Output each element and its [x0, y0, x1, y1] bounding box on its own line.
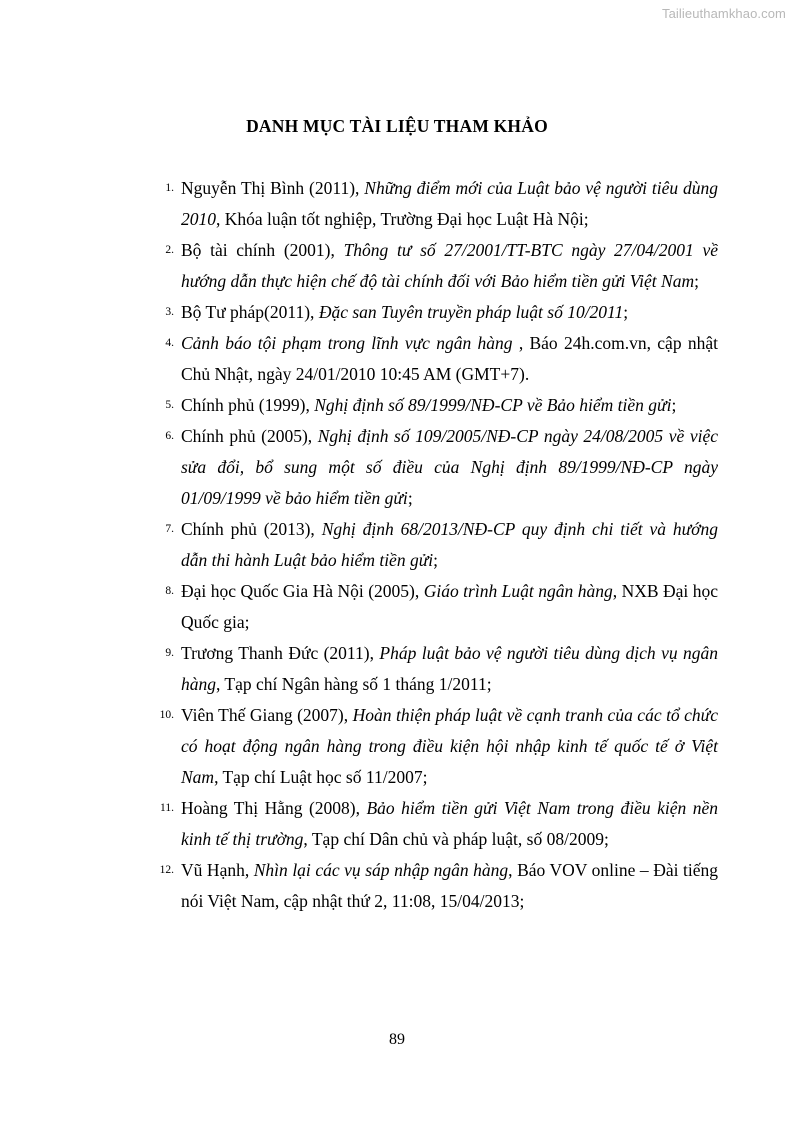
reference-text-segment: Bộ tài chính (2001),: [181, 240, 344, 260]
reference-text: [181, 235, 718, 297]
reference-title-italic: Giáo trình Luật ngân hàng: [423, 581, 613, 601]
reference-text: [181, 328, 718, 390]
reference-item: [0, 793, 718, 855]
reference-item: [0, 855, 718, 917]
watermark: Tailieuthamkhao.com: [661, 6, 786, 21]
reference-item: [0, 235, 718, 297]
reference-item: [0, 638, 718, 700]
reference-text: [181, 297, 718, 328]
reference-text-segment: , Tạp chí Luật học số 11/2007;: [214, 767, 428, 787]
reference-text: [181, 421, 718, 514]
reference-title-italic: Nghị định 68/2013/NĐ-CP quy định chi tiết và hướng dẫn thi hành Luật bảo hiểm tiền gửi: [181, 519, 718, 570]
reference-item: [0, 421, 718, 514]
reference-item: [0, 514, 718, 576]
reference-title-italic: Nhìn lại các vụ sáp nhập ngân hàng: [253, 860, 509, 880]
reference-item: [0, 390, 718, 421]
reference-text: [181, 855, 718, 917]
reference-text: [181, 576, 718, 638]
reference-number: 2.: [165, 244, 174, 256]
reference-number: 4.: [165, 337, 174, 349]
reference-text-segment: Chính phủ (2005),: [181, 426, 318, 446]
reference-title-italic: Pháp luật bảo vệ người tiêu dùng dịch vụ ngân hàng: [181, 643, 718, 694]
reference-title-italic: Nghị định số 89/1999/NĐ-CP về Bảo hiểm tiền gửi: [314, 395, 672, 415]
reference-list: [0, 173, 794, 917]
reference-item: [0, 576, 718, 638]
reference-text-segment: Chính phủ (2013),: [181, 519, 322, 539]
reference-number: 6.: [165, 430, 174, 442]
reference-title-italic: Những điểm mới của Luật bảo vệ người tiêu dùng 2010: [181, 178, 718, 229]
reference-number: 10.: [159, 709, 174, 721]
reference-text-segment: , NXB Đại học Quốc gia;: [181, 581, 718, 632]
reference-title-italic: Cảnh báo tội phạm trong lĩnh vực ngân hàng: [181, 333, 513, 353]
reference-number: 5.: [165, 399, 174, 411]
reference-item: [0, 700, 718, 793]
reference-text-segment: , Khóa luận tốt nghiệp, Trường Đại học Luật Hà Nội;: [216, 209, 589, 229]
reference-text-segment: Nguyễn Thị Bình (2011),: [181, 178, 365, 198]
reference-item: [0, 328, 718, 390]
reference-text-segment: Chính phủ (1999),: [181, 395, 315, 415]
reference-text-segment: ;: [433, 550, 438, 570]
reference-text: [181, 638, 718, 700]
reference-text-segment: ;: [671, 395, 677, 415]
reference-text-segment: , Tạp chí Ngân hàng số 1 tháng 1/2011;: [216, 674, 492, 694]
reference-title-italic: Hoàn thiện pháp luật về cạnh tranh của các tổ chức có hoạt động ngân hàng trong điều kiện hội nhập kinh tế quốc tế ở Việt Nam: [181, 705, 718, 787]
reference-item: [0, 297, 718, 328]
reference-text: [181, 514, 718, 576]
reference-title-italic: Bảo hiểm tiền gửi Việt Nam trong điều kiện nền kinh tế thị trường: [181, 798, 718, 849]
reference-text-segment: Trương Thanh Đức (2011),: [181, 643, 380, 663]
reference-number: 9.: [165, 647, 174, 659]
reference-text: [181, 793, 718, 855]
page-title: DANH MỤC TÀI LIỆU THAM KHẢO: [246, 116, 548, 136]
reference-number: 12.: [159, 864, 174, 876]
reference-text-segment: , Báo 24h.com.vn, cập nhật Chủ Nhật, ngày 24/01/2010 10:45 AM (GMT+7).: [181, 333, 718, 384]
reference-number: 8.: [165, 585, 174, 597]
reference-text-segment: Bộ Tư pháp(2011),: [181, 302, 319, 322]
reference-item: [0, 173, 718, 235]
reference-text-segment: Hoàng Thị Hằng (2008),: [181, 798, 367, 818]
reference-text-segment: Đại học Quốc Gia Hà Nội (2005),: [181, 581, 424, 601]
reference-number: 7.: [165, 523, 174, 535]
reference-text-segment: ;: [623, 302, 629, 322]
reference-number: 3.: [165, 306, 174, 318]
reference-text-segment: Viên Thế Giang (2007),: [181, 705, 353, 725]
reference-title-italic: Nghị định số 109/2005/NĐ-CP ngày 24/08/2005 về việc sửa đổi, bổ sung một số điều của Nghị định 89/1999/NĐ-CP ngày 01/09/1999 về bảo hiểm tiền gửi: [181, 426, 718, 508]
reference-text-segment: , Tạp chí Dân chủ và pháp luật, số 08/2009;: [303, 829, 609, 849]
page-number: 89: [389, 1031, 405, 1048]
reference-title-italic: Đặc san Tuyên truyền pháp luật số 10/2011: [318, 302, 624, 322]
reference-text: [181, 700, 718, 793]
reference-text: [181, 173, 718, 235]
reference-title-italic: Thông tư số 27/2001/TT-BTC ngày 27/04/2001 về hướng dẫn thực hiện chế độ tài chính đối với Bảo hiểm tiền gửi Việt Nam: [181, 240, 718, 291]
reference-text-segment: , Báo VOV online – Đài tiếng nói Việt Nam, cập nhật thứ 2, 11:08, 15/04/2013;: [181, 860, 718, 911]
reference-number: 11.: [160, 802, 174, 814]
reference-text: [181, 390, 718, 421]
reference-text-segment: Vũ Hạnh,: [181, 860, 254, 880]
reference-text-segment: ;: [407, 488, 413, 508]
reference-number: 1.: [165, 182, 174, 194]
reference-text-segment: ;: [694, 271, 699, 291]
